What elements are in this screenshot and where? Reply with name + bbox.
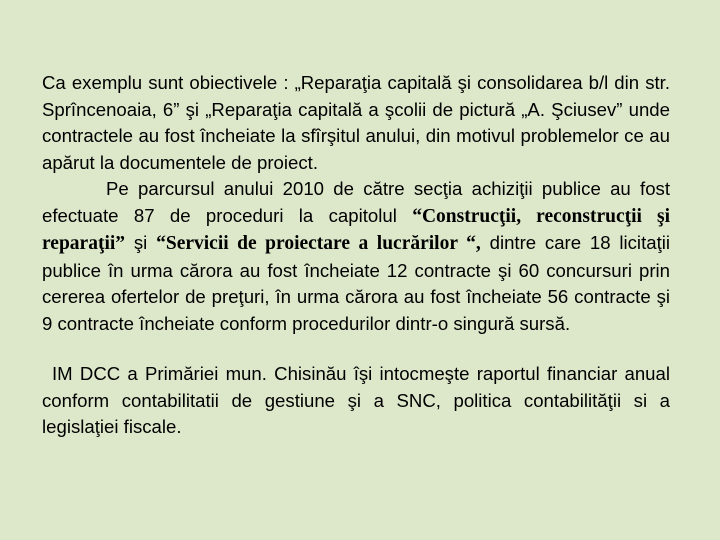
paragraph-examples: Ca exemplu sunt obiectivele : „Reparaţia capitală şi consolidarea b/l din str. Sprîncenoaia, 6” şi „Reparaţia capitală a şcolii de pictură „A. Şciusev” unde contractele au fost încheiate la sfîrşitul anului, din motivul problemelor ce au apărut la documentele de proiect. xyxy=(42,72,670,173)
procurement-details-text: dintre care 18 licitaţii publice în urma cărora au fost încheiate 12 contracte şi 60 concursuri prin cererea ofertelor de preţuri, în urma cărora au fost încheiate 56 contracte şi 9 contracte încheiate conform procedurilor dintr-o singură sursă. xyxy=(42,232,671,334)
construction-category-bold: “Construcţii, reconstrucţii şi reparaţii” xyxy=(42,205,670,254)
connector-text: şi xyxy=(125,232,157,253)
document-body xyxy=(42,70,670,441)
procurement-intro-text: Pe parcursul anului 2010 de către secţia achiziţii publice au fost efectuate 87 de proceduri la capitolul xyxy=(42,178,670,226)
paragraph-financial-report: IM DCC a Primăriei mun. Chisinău îşi intocmeşte raportul financiar anual conform contabilitatii de gestiune şi a SNC, politica contabilităţii si a legislaţiei fiscale. xyxy=(42,363,670,437)
design-services-category-bold: “Servicii de proiectare a lucrărilor “, xyxy=(156,233,481,254)
paragraph-procurement xyxy=(42,176,670,337)
